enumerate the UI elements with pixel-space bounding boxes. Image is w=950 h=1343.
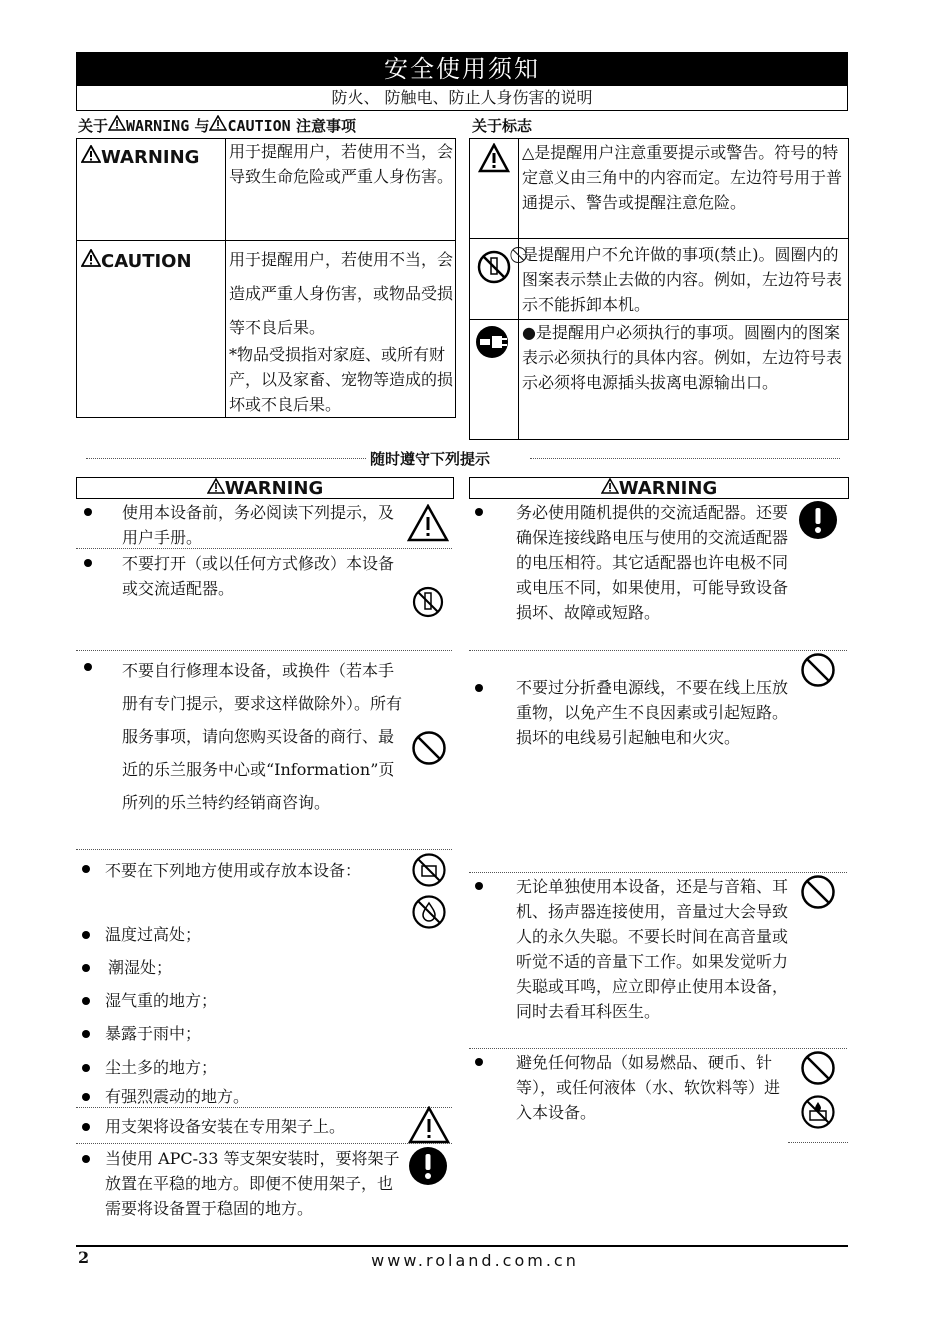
bullet — [82, 1030, 90, 1038]
mandatory-icon — [408, 1146, 448, 1186]
warning-description: 用于提醒用户，若使用不当，会导致生命危险或严重人身伤害。 — [229, 142, 454, 186]
prohibited-icon — [800, 652, 836, 688]
list-item: 用支架将设备安装在专用架子上。 — [105, 1117, 346, 1136]
list-item: 使用本设备前，务必阅读下列提示，及用户手册。 — [122, 503, 395, 547]
mandatory-icon — [798, 500, 838, 540]
bullet — [82, 1064, 90, 1072]
caution-triangle-icon — [408, 1106, 450, 1144]
right-column-header: WARNING — [469, 477, 849, 499]
divider-dots-right — [530, 458, 840, 459]
page-subtitle: 防火、 防触电、防止人身伤害的说明 — [76, 86, 848, 111]
left-column-header: WARNING — [76, 477, 454, 499]
divider-title: 随时遵守下列提示 — [370, 450, 491, 468]
do-not-disassemble-icon — [411, 585, 445, 619]
unplug-mandatory-icon — [474, 325, 510, 359]
no-heat-icon — [411, 852, 447, 888]
warning-label: WARNING — [81, 145, 199, 168]
caution-symbol-description: △是提醒用户注意重要提示或警告。符号的特定意义由三角中的内容而定。左边符号用于普通提示、警告或提醒注意危险。 — [522, 143, 843, 212]
list-item: 不要打开（或以任何方式修改）本设备或交流适配器。 — [122, 554, 395, 598]
prohibited-icon — [800, 1050, 836, 1086]
list-item: 湿气重的地方； — [105, 991, 218, 1010]
no-liquid-icon — [800, 1094, 836, 1130]
mandatory-symbol-description: ●是提醒用户必须执行的事项。圆圈内的图案表示必须执行的具体内容。例如，左边符号表示必须将电源插头拔离电源输出口。 — [522, 323, 843, 392]
caution-icon — [81, 249, 101, 267]
bullet — [475, 508, 483, 516]
bullet — [84, 559, 92, 567]
bullet — [82, 1093, 90, 1101]
bullet — [82, 1123, 90, 1131]
list-item: 务必使用随机提供的交流适配器。还要确保连接线路电压与使用的交流适配器的电压相符。其它适配器也许电极不同或电压不同，如果使用，可能导致设备损坏、故障或短路。 — [516, 503, 789, 622]
footer-rule — [76, 1245, 848, 1247]
list-item: 有强烈震动的地方。 — [105, 1087, 250, 1106]
list-item: 潮湿处； — [108, 958, 173, 977]
page-title: 安全使用须知 — [76, 52, 848, 86]
warning-caution-table — [76, 138, 456, 418]
warning-icon — [207, 478, 225, 494]
list-item: 温度过高处； — [105, 925, 202, 944]
bullet — [84, 663, 92, 671]
list-item: 不要在下列地方使用或存放本设备： — [105, 861, 362, 880]
bullet — [82, 997, 90, 1005]
caution-label: CAUTION — [81, 249, 192, 272]
prohibited-icon — [800, 874, 836, 910]
footer-url[interactable]: www.roland.com.cn — [371, 1251, 579, 1270]
warning-icon — [81, 145, 101, 163]
bullet — [475, 882, 483, 890]
caution-note: *物品受损指对家庭、或所有财产，以及家畜、宠物等造成的损坏或不良后果。 — [229, 345, 454, 414]
symbols-heading: 关于标志 — [472, 117, 533, 135]
divider-dots-left — [86, 458, 366, 459]
bullet — [475, 1058, 483, 1066]
list-item: 无论单独使用本设备，还是与音箱、耳机、扬声器连接使用，音量过大会导致人的永久失聪。不要长时间在高音量或听觉不适的音量下工作。如果发觉听力失聪或耳鸣，应立即停止使用本设备，同时去看耳科医生。 — [516, 877, 789, 1021]
bullet — [82, 964, 90, 972]
bullet — [82, 931, 90, 939]
warning-icon — [601, 478, 619, 494]
do-not-disassemble-icon — [476, 249, 512, 285]
no-moisture-icon — [411, 894, 447, 930]
list-item: 不要过分折叠电源线，不要在线上压放重物，以免产生不良因素或引起短路。损坏的电线易引起触电和火灾。 — [516, 678, 789, 747]
bullet — [475, 684, 483, 692]
page-number: 2 — [78, 1248, 90, 1267]
prohibited-symbol-description: ⃠是提醒用户不允许做的事项(禁止)。圆圈内的图案表示禁止去做的内容。例如，左边符号表示不能拆卸本机。 — [522, 245, 843, 314]
caution-triangle-icon — [209, 115, 227, 131]
bullet — [82, 1155, 90, 1163]
warning-caution-heading: 关于 WARNING 与 CAUTION 注意事项 — [78, 117, 356, 135]
list-item: 暴露于雨中； — [105, 1024, 202, 1043]
symbols-table — [469, 138, 849, 440]
warning-triangle-icon — [108, 115, 126, 131]
list-item: 尘土多的地方； — [105, 1058, 218, 1077]
prohibited-icon — [411, 730, 447, 766]
bullet — [82, 865, 90, 873]
list-item: 当使用 APC-33 等支架安装时，要将架子放置在平稳的地方。即便不使用架子，也需要将设备置于稳固的地方。 — [105, 1149, 400, 1218]
list-item: 不要自行修理本设备，或换件（若本手册有专门提示，要求这样做除外）。所有服务事项，请向您购买设备的商行、最近的乐兰服务中心或“Information”页所列的乐兰特约经销商咨询。 — [122, 661, 403, 812]
caution-symbol-icon — [478, 143, 510, 173]
caution-triangle-icon — [407, 504, 449, 542]
bullet — [84, 508, 92, 516]
list-item: 避免任何物品（如易燃品、硬币、针等），或任何液体（水、软饮料等）进入本设备。 — [516, 1053, 781, 1122]
caution-description: 用于提醒用户，若使用不当，会造成严重人身伤害，或物品受损等不良后果。 — [229, 250, 454, 337]
